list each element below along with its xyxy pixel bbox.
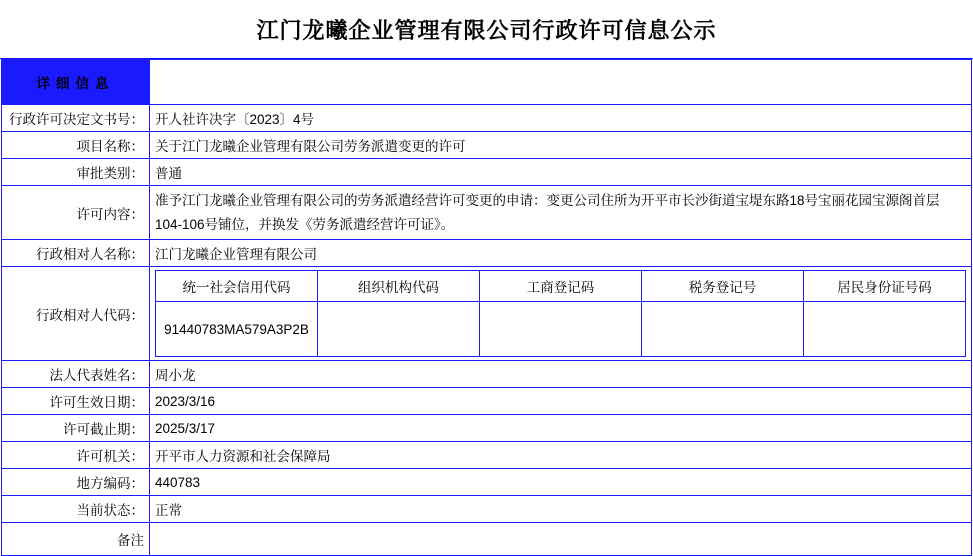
code-header-tax: 税务登记号: [642, 271, 804, 302]
code-sub-table: [155, 270, 966, 357]
region-code-label: 地方编码：: [2, 469, 150, 496]
table-row: [2, 240, 972, 267]
current-status-value: 正常: [150, 496, 972, 523]
table-row: [2, 523, 972, 556]
region-code-value: 440783: [150, 469, 972, 496]
current-status-label: 当前状态：: [2, 496, 150, 523]
code-header-business: 工商登记码: [480, 271, 642, 302]
legal-person-value: 周小龙: [150, 361, 972, 388]
code-header-id: 居民身份证号码: [804, 271, 966, 302]
table-row: [2, 159, 972, 186]
table-row: [2, 186, 972, 240]
code-value-id: [804, 302, 966, 357]
code-header-row: [156, 271, 966, 302]
section-header-blank: [150, 60, 972, 105]
table-row: [2, 361, 972, 388]
page-title: 江门龙曦企业管理有限公司行政许可信息公示: [256, 17, 717, 43]
project-name-label: 项目名称：: [2, 132, 150, 159]
code-value-business: [480, 302, 642, 357]
code-value-row: [156, 302, 966, 357]
license-content-value: 准予江门龙曦企业管理有限公司的劳务派遣经营许可变更的申请：变更公司住所为开平市长沙街道宝堤东路18号宝丽花园宝源阁首层104-106号铺位，并换发《劳务派遣经营许可证》。: [150, 186, 972, 240]
table-row: [2, 388, 972, 415]
approval-type-value: 普通: [150, 159, 972, 186]
section-header-row: [2, 60, 972, 105]
approval-type-label: 审批类别：: [2, 159, 150, 186]
table-row: [2, 105, 972, 132]
remark-label: 备注: [2, 523, 150, 556]
expiry-date-label: 许可截止期：: [2, 415, 150, 442]
section-header-cell: 详细信息: [2, 60, 150, 105]
code-header-credit: 统一社会信用代码: [156, 271, 318, 302]
counterpart-name-label: 行政相对人名称：: [2, 240, 150, 267]
table-row: [2, 415, 972, 442]
license-content-label: 许可内容：: [2, 186, 150, 240]
table-row: [2, 496, 972, 523]
code-value-org: [318, 302, 480, 357]
counterpart-name-value: 江门龙曦企业管理有限公司: [150, 240, 972, 267]
table-row: [2, 132, 972, 159]
table-row: [2, 469, 972, 496]
effective-date-label: 许可生效日期：: [2, 388, 150, 415]
license-info-table: [1, 59, 972, 556]
authority-value: 开平市人力资源和社会保障局: [150, 442, 972, 469]
effective-date-value: 2023/3/16: [150, 388, 972, 415]
table-row: [2, 442, 972, 469]
remark-value: [150, 523, 972, 556]
counterpart-code-cell: [150, 267, 972, 361]
code-value-tax: [642, 302, 804, 357]
expiry-date-value: 2025/3/17: [150, 415, 972, 442]
legal-person-label: 法人代表姓名：: [2, 361, 150, 388]
code-header-org: 组织机构代码: [318, 271, 480, 302]
counterpart-code-label: 行政相对人代码：: [2, 267, 150, 361]
counterpart-code-row: [2, 267, 972, 361]
page-title-bar: [0, 0, 973, 59]
decision-doc-no-value: 开人社许决字〔2023〕4号: [150, 105, 972, 132]
authority-label: 许可机关：: [2, 442, 150, 469]
project-name-value: 关于江门龙曦企业管理有限公司劳务派遣变更的许可: [150, 132, 972, 159]
code-value-credit: 91440783MA579A3P2B: [156, 302, 318, 357]
decision-doc-no-label: 行政许可决定文书号：: [2, 105, 150, 132]
